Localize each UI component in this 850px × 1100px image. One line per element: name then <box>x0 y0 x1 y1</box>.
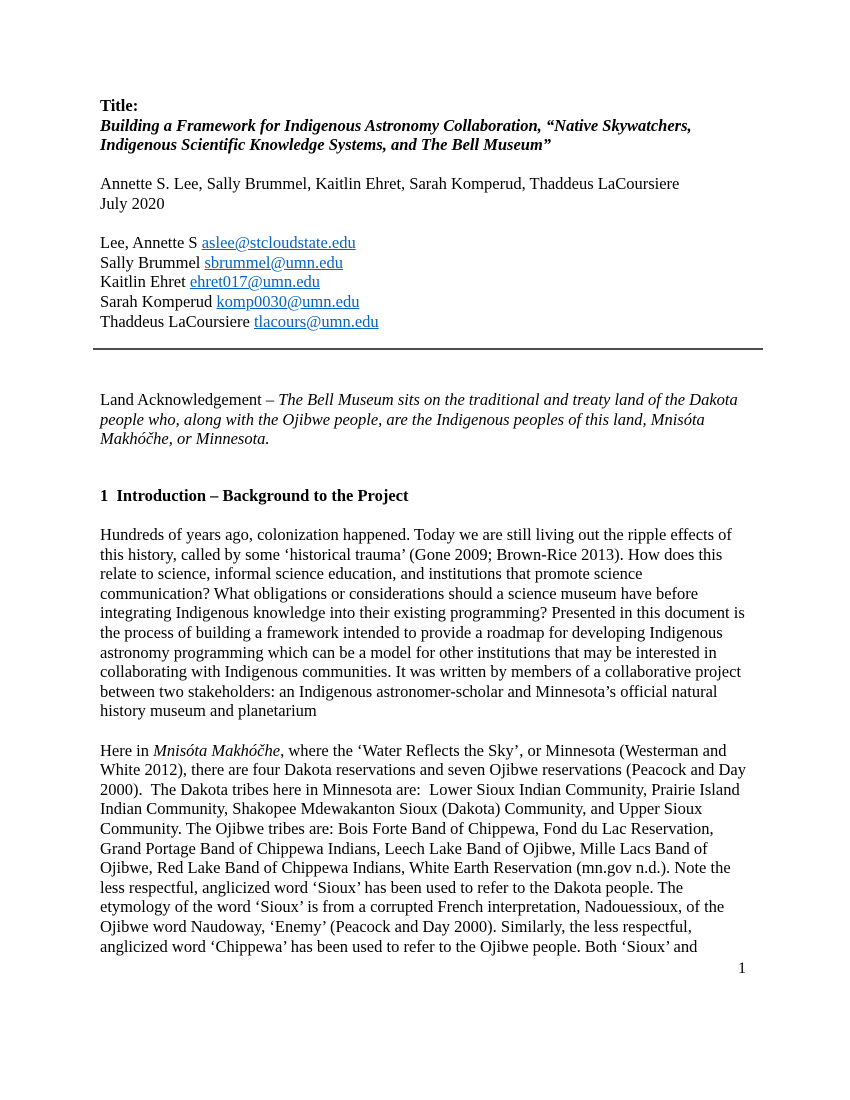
email-link[interactable]: aslee@stcloudstate.edu <box>201 233 356 253</box>
title-line-2: Indigenous Scientific Knowledge Systems, and The Bell Museum” <box>100 135 552 155</box>
email-link[interactable]: sbrummel@umn.edu <box>204 252 343 272</box>
paragraph-prefix: Here in <box>100 740 154 760</box>
horizontal-rule <box>93 348 763 350</box>
authors-block <box>100 174 756 213</box>
paragraph-rest: , where the ‘Water Reflects the Sky’, or Minnesota (Westerman and White 2012), there are four Dakota reservations and seven Ojibwe reservations (Peacock and Day 2000). The Dakota tribes here in Minnesota are: Lower Sioux Indian Community, Prairie Island Indian Community, Shakopee Mdewakanton Sioux (Dakota) Community, and Upper Sioux Community. The Ojibwe tribes are: Bois Forte Band of Chippewa, Fond du Lac Reservation, Grand Portage Band of Chippewa Indians, Leech Lake Band of Ojibwe, Mille Lacs Band of Ojibwe, Red Lake Band of Chippewa Indians, White Earth Reservation (mn.gov n.d.). Note the less respectful, anglicized word ‘Sioux’ has been used to refer to the Dakota people. The etymology of the word ‘Sioux’ is from a corrupted French interpretation, Nadouessioux, of the Ojibwe word Naudoway, ‘Enemy’ (Peacock and Day 2000). Similarly, the less respectful, anglicized word ‘Chippewa’ has been used to refer to the Ojibwe people. Both ‘Sioux’ and <box>100 740 751 956</box>
land-acknowledgement-text: The Bell Museum sits on the traditional and treaty land of the Dakota people who, along with the Ojibwe people, are the Indigenous peoples of this land, Mnisóta Makhóčhe, or Minnesota. <box>100 390 742 449</box>
authors-line: Annette S. Lee, Sally Brummel, Kaitlin Ehret, Sarah Komperud, Thaddeus LaCoursiere <box>100 174 680 194</box>
paragraph-italic-phrase: Mnisóta Makhóčhe <box>153 740 281 760</box>
paragraph-minnesota-tribes <box>100 741 756 957</box>
document-content <box>100 96 756 956</box>
title-line-1: Building a Framework for Indigenous Astronomy Collaboration, “Native Skywatchers, <box>100 115 692 135</box>
contact-line <box>100 253 756 273</box>
contact-list <box>100 233 756 331</box>
contact-name: Sally Brummel <box>100 252 201 272</box>
contact-line <box>100 233 756 253</box>
email-link[interactable]: ehret017@umn.edu <box>189 272 321 292</box>
page-number: 1 <box>738 960 746 977</box>
section-heading: 1 Introduction – Background to the Project <box>100 485 409 505</box>
land-acknowledgement <box>100 390 756 449</box>
contact-name: Lee, Annette S <box>100 233 198 253</box>
title-label: Title: <box>100 96 139 115</box>
date-line: July 2020 <box>100 193 165 213</box>
contact-name: Sarah Komperud <box>100 291 213 311</box>
contact-line <box>100 292 756 312</box>
email-link[interactable]: tlacours@umn.edu <box>253 311 379 331</box>
contact-line <box>100 312 756 332</box>
contact-name: Kaitlin Ehret <box>100 272 186 292</box>
contact-name: Thaddeus LaCoursiere <box>100 311 250 331</box>
land-acknowledgement-label: Land Acknowledgement – <box>100 390 279 410</box>
contact-line <box>100 272 756 292</box>
paragraph-introduction: Hundreds of years ago, colonization happened. Today we are still living out the ripple effects of this history, called by some ‘historical trauma’ (Gone 2009; Brown-Rice 2013). How does this relate to science, informal science education, and institutions that promote science communication? What obligations or considerations should a science museum have before integrating Indigenous knowledge into their existing programming? Presented in this document is the process of building a framework intended to provide a roadmap for developing Indigenous astronomy programming which can be a model for other institutions that may be interested in collaborating with Indigenous communities. It was written by members of a collaborative project between two stakeholders: an Indigenous astronomer-scholar and Minnesota’s official natural history museum and planetarium <box>100 525 749 721</box>
email-link[interactable]: komp0030@umn.edu <box>216 291 360 311</box>
